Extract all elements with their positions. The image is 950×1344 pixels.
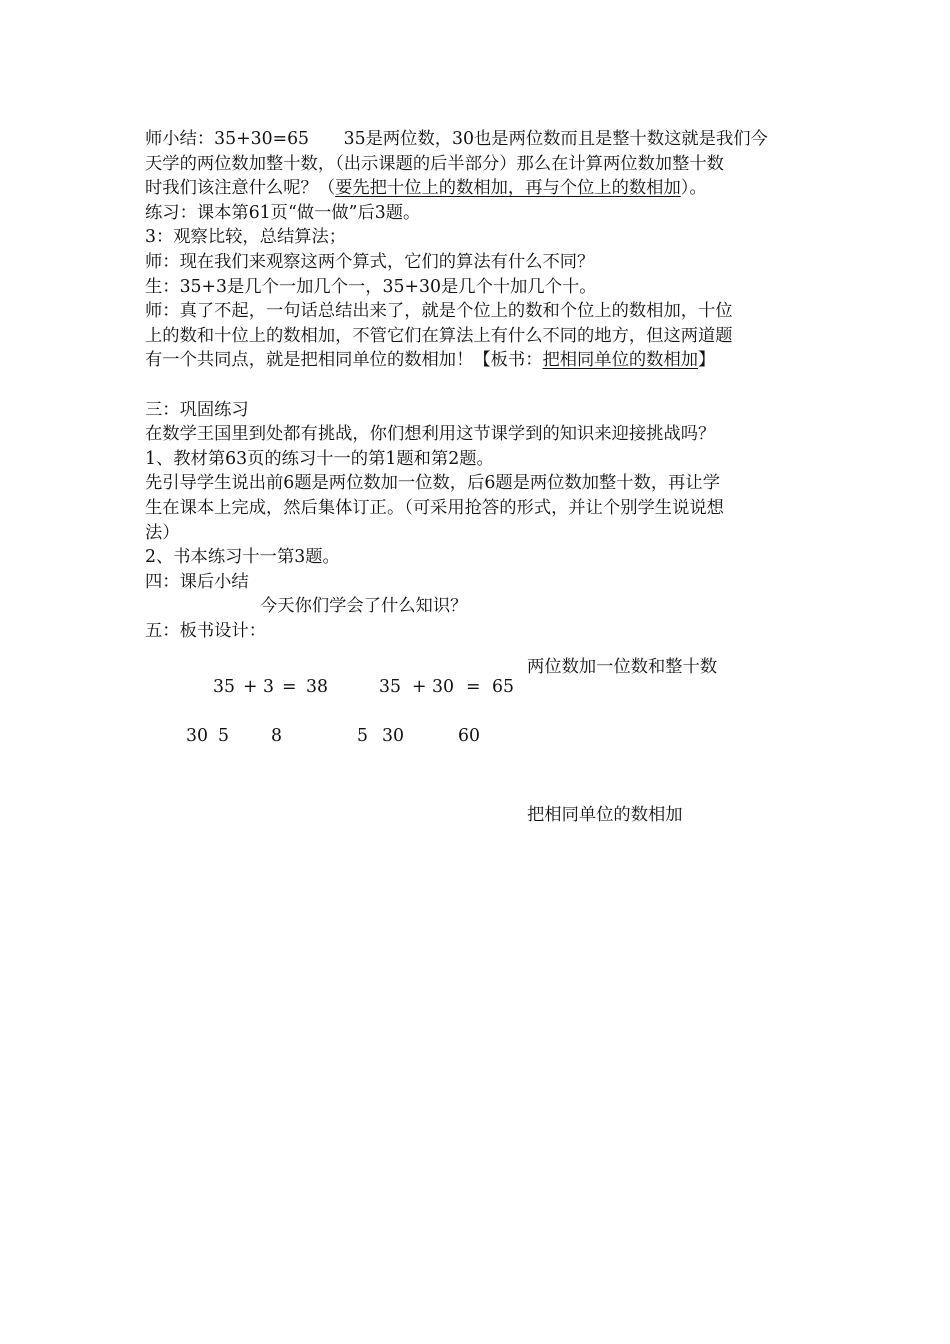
eq2-addend-a: 35 [379,677,401,697]
split1-sum: 8 [271,726,282,746]
board-title: 两位数加一位数和整十数 [527,657,718,677]
eq1-addend-a: 35 [213,677,235,697]
text-line: 师：现在我们来观察这两个算式，它们的算法有什么不同？ [145,251,595,272]
eq2-result: 65 [492,677,514,697]
board-rule: 把相同单位的数相加 [527,805,683,825]
split1-tens: 30 [186,726,208,746]
text-line: 上的数和十位上的数相加，不管它们在算法上有什么不同的地方，但这两道题 [145,325,733,346]
underlined-board-note: 把相同单位的数相加 [542,350,699,371]
text-line: 法） [145,522,180,543]
section-heading: 五：板书设计： [145,620,266,641]
eq2-equals: = [466,677,481,697]
eq2-addend-b: 30 [432,677,454,697]
underlined-key-point: 要先把十位上的数相加，再与个位上的数相加 [335,178,681,199]
text-line: 1、教材第63页的练习十一的第1题和第2题。 [145,448,494,469]
text-line: 今天你们学会了什么知识？ [260,596,468,617]
text-line: 3：观察比较，总结算法； [145,227,347,248]
text-line: 2、书本练习十一第3题。 [145,547,340,568]
split2-ones: 5 [357,726,368,746]
eq1-result: 38 [306,677,328,697]
eq1-plus: + [243,677,258,697]
text-line: 先引导学生说出前6题是两位数加一位数，后6题是两位数加整十数，再让学 [145,473,720,494]
text-span: 有一个共同点，就是把相同单位的数相加！【板书： [145,350,543,371]
text-line: 生在课本上完成，然后集体订正。（可采用抢答的形式，并让个别学生说说想 [145,497,724,518]
split2-sum: 60 [458,726,480,746]
text-span: 】 [698,350,716,371]
eq1-equals: = [282,677,297,697]
section-heading: 三：巩固练习 [145,399,249,420]
text-line: 天学的两位数加整十数，（出示课题的后半部分）那么在计算两位数加整十数 [145,153,724,174]
text-span: 时我们该注意什么呢？（ [145,178,336,199]
text-span: ）。 [680,178,707,199]
eq2-plus: + [412,677,427,697]
text-line: 在数学王国里到处都有挑战，你们想利用这节课学到的知识来迎接挑战吗？ [145,424,716,445]
text-line: 生：35+3是几个一加几个一，35+30是几个十加几个十。 [145,276,597,297]
text-line: 练习：课本第61页“做一做”后3题。 [145,202,421,223]
split2-tens: 30 [382,726,404,746]
section-heading: 四：课后小结 [145,571,249,592]
text-line: 师：真了不起，一句话总结出来了，就是个位上的数和个位上的数相加，十位 [145,301,733,322]
text-line: 师小结：35+30=65 35是两位数，30也是两位数而且是整十数这就是我们今 [145,129,768,149]
split1-ones: 5 [218,726,229,746]
eq1-addend-b: 3 [263,677,274,697]
